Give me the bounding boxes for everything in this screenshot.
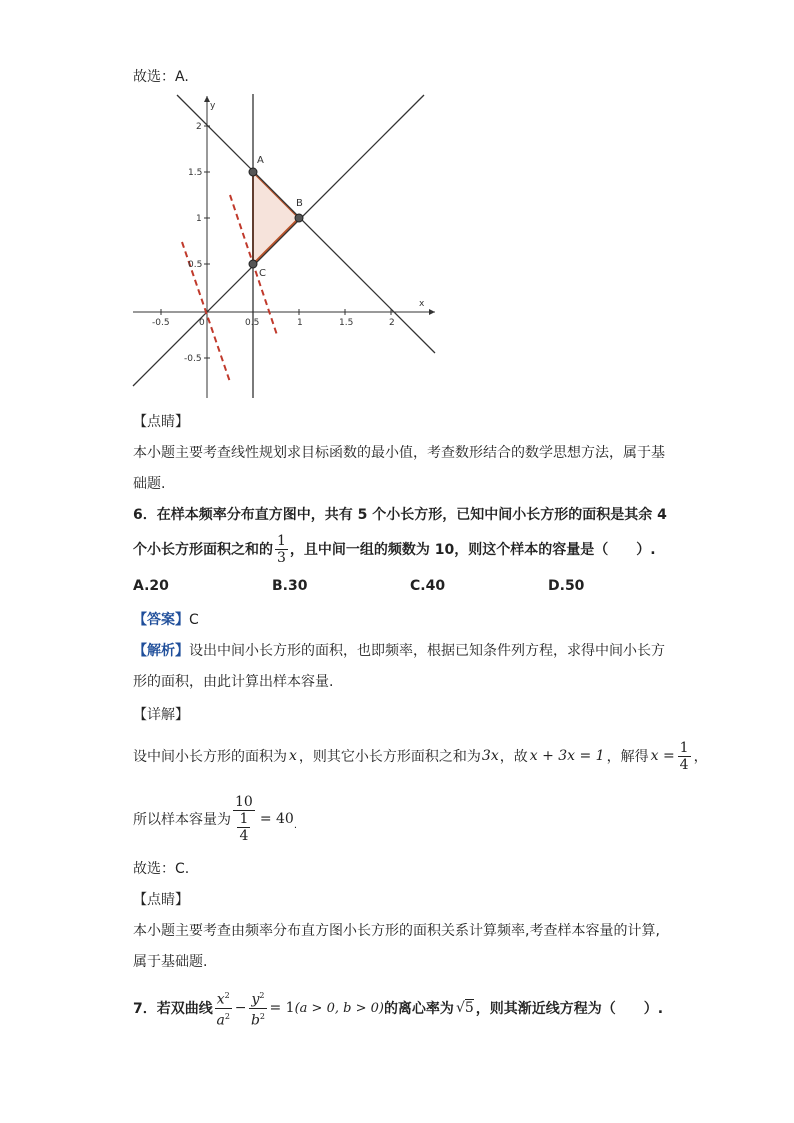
inner-fraction: $\frac{1}{4}$ [239, 811, 249, 844]
x-axis-arrow [429, 309, 435, 315]
capacity-text: 所以样本容量为 [133, 812, 231, 828]
math-x-equals: x = [650, 748, 675, 764]
question-7 [133, 984, 663, 1032]
detail-label: 【详解】 [133, 707, 189, 723]
x-axis-label: x [419, 299, 425, 309]
math-equation: x + 3x = 1 [529, 748, 605, 764]
x-tick-label: 1 [297, 318, 303, 328]
fraction-one-third: $\frac{1}{3}$ [277, 532, 286, 566]
answer-value: C [189, 612, 199, 628]
detail-text: ，解得 [606, 749, 649, 765]
option-a: A.20 [133, 578, 169, 594]
point-label-c: C [259, 268, 266, 279]
fraction-ten-over-quarter: $\frac{10}{\frac{1}{4}}$ [235, 794, 253, 844]
analysis-text: 形的面积，由此计算出样本容量. [133, 674, 334, 690]
answer-line: 故选：A. [133, 69, 189, 85]
question-stem: 个小长方形面积之和的 [133, 542, 273, 558]
detail-text: 设中间小长方形的面积为 [133, 749, 287, 765]
answer-row [133, 609, 199, 629]
question-number: 7． [133, 1001, 157, 1017]
dianjing-text: 属于基础题. [133, 954, 208, 970]
analysis-text: 设出中间小长方形的面积，也即频率，根据已知条件列方程，求得中间小长方 [189, 643, 665, 659]
feasible-region [253, 172, 299, 264]
question-stem: 的离心率为 [383, 1001, 454, 1017]
question-6-line-1 [133, 504, 667, 524]
point-label-b: B [296, 198, 303, 209]
x-tick-label: 1.5 [339, 318, 354, 328]
x-tick-label: 2 [389, 318, 395, 328]
y-tick-label: 1.5 [188, 168, 203, 178]
line-y-eq-x [133, 95, 424, 386]
question-stem: ，且中间一组的频数为 10，则这个样本的容量是（ ）. [289, 542, 656, 558]
question-stem: 在样本频率分布直方图中，共有 5 个小长方形，已知中间小长方形的面积是其余 4 [156, 507, 667, 523]
sqrt-5: √5 [455, 1000, 474, 1016]
y-axis-label: y [210, 101, 216, 111]
analysis-row [133, 640, 665, 660]
y-tick-label: 1 [196, 214, 202, 224]
linear-programming-graph [130, 92, 440, 400]
fraction-y2-b2: $\frac{y^2}{b^2}$ [249, 988, 266, 1028]
capacity-result: = 40 [259, 811, 294, 827]
y-tick-label: -0.5 [184, 354, 202, 364]
analysis-label: 【解析】 [133, 643, 189, 659]
equals-one: = 1 [269, 1000, 295, 1016]
detail-line [133, 734, 708, 778]
question-stem: 若双曲线 [156, 1001, 213, 1017]
detail-text: ， [693, 749, 708, 765]
point-b [295, 214, 303, 222]
option-d: D.50 [548, 578, 585, 594]
point-c [249, 260, 257, 268]
question-number: 6． [133, 507, 157, 523]
option-b: B.30 [272, 578, 308, 594]
detail-text: ，故 [499, 749, 528, 765]
math-3x: 3x [481, 748, 499, 764]
fraction-one-quarter: $\frac{1}{4}$ [679, 739, 689, 773]
y-tick-label: 2 [196, 122, 202, 132]
capacity-period: . [293, 820, 298, 831]
math-x: x [289, 748, 297, 764]
dianjing-text: 础题. [133, 476, 166, 492]
line-x-plus-y-eq-2 [177, 95, 435, 353]
dianjing-label: 【点睛】 [133, 414, 189, 430]
dianjing-label: 【点睛】 [133, 892, 189, 908]
x-tick-label: 0 [199, 318, 205, 328]
minus-sign: − [234, 1000, 247, 1016]
option-c: C.40 [410, 578, 446, 594]
condition: (a > 0, b > 0) [294, 1000, 384, 1016]
dianjing-text: 本小题主要考查线性规划求目标函数的最小值，考查数形结合的数学思想方法，属于基 [133, 445, 665, 461]
dianjing-text: 本小题主要考查由频率分布直方图小长方形的面积关系计算频率,考查样本容量的计算, [133, 923, 660, 939]
question-stem: ，则其渐近线方程为（ ）. [475, 1001, 664, 1017]
capacity-line [133, 789, 297, 849]
point-a [249, 168, 257, 176]
detail-text: ，则其它小长方形面积之和为 [298, 749, 481, 765]
point-label-a: A [257, 155, 264, 166]
answer-label: 【答案】 [133, 612, 189, 628]
y-tick-label: 0.5 [188, 260, 203, 270]
choose-line: 故选：C. [133, 861, 190, 877]
x-tick-label: 0.5 [245, 318, 260, 328]
x-tick-label: -0.5 [152, 318, 170, 328]
question-6-line-2 [133, 527, 656, 571]
fraction-x2-a2: $\frac{x^2}{a^2}$ [215, 988, 232, 1028]
